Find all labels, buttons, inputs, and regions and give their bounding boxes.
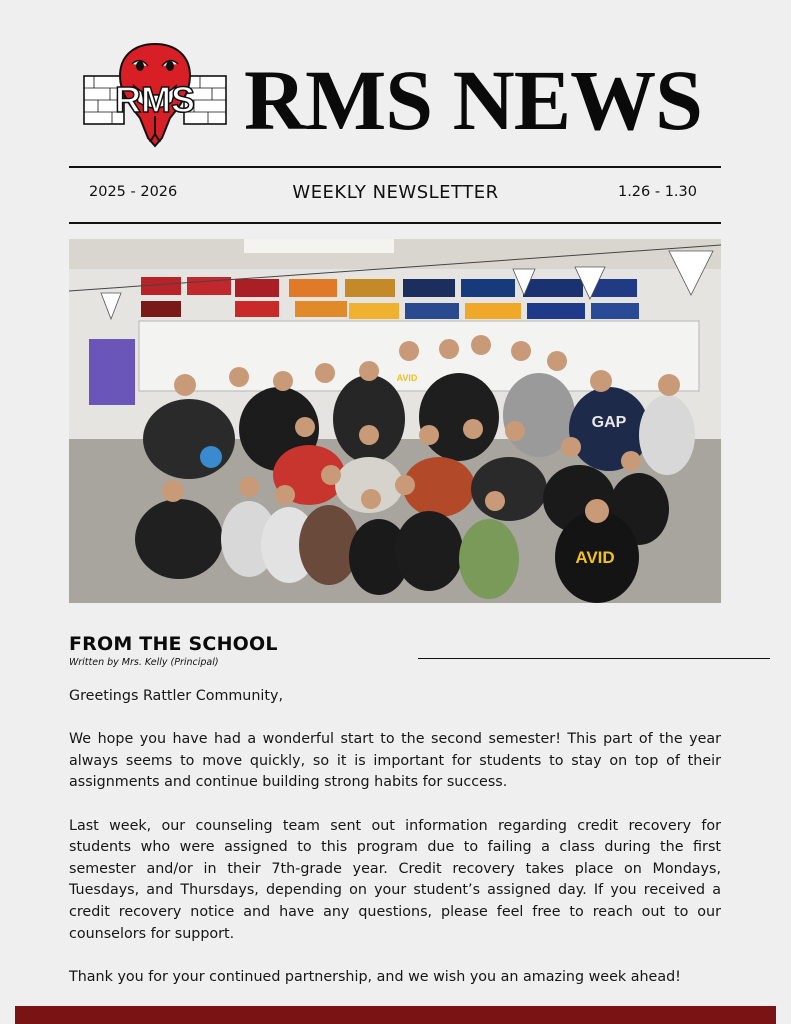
article-body	[69, 686, 721, 1010]
school-year: 2025 - 2026	[89, 184, 178, 200]
header-divider-bottom	[69, 222, 721, 224]
newsletter-label: WEEKLY NEWSLETTER	[292, 182, 499, 203]
section-title-rule	[418, 658, 770, 659]
rattlesnake-logo-icon	[82, 42, 228, 150]
date-range: 1.26 - 1.30	[617, 184, 697, 200]
footer-bar	[15, 1006, 776, 1024]
svg-text:RMS: RMS	[115, 79, 195, 120]
classroom-group-photo-icon	[69, 239, 721, 603]
svg-text:GAP: GAP	[591, 414, 627, 431]
closing-paragraph: Thank you for your continued partnership, and we wish you an amazing week ahead!	[69, 968, 681, 985]
svg-text:AVID: AVID	[575, 548, 615, 567]
section-title: FROM THE SCHOOL	[69, 633, 278, 655]
greeting-paragraph: Greetings Rattler Community,	[69, 688, 284, 704]
group-photo	[69, 239, 721, 603]
svg-text:AVID: AVID	[396, 373, 418, 383]
body-paragraph: We hope you have had a wonderful start to the second semester! This part of the year always seems to move quickly, so it is important for students to stay on top of their assignments and continue building strong habits for success.	[69, 731, 721, 791]
school-logo	[82, 42, 228, 150]
newsletter-masthead: RMS NEWS	[244, 52, 702, 148]
section-byline: Written by Mrs. Kelly (Principal)	[69, 657, 219, 668]
header-divider-top	[69, 166, 721, 168]
body-paragraph: Last week, our counseling team sent out information regarding credit recovery for students who were assigned to this program due to failing a class during the first semester and/or in their 7th-grade year. Credit recovery takes place on Mondays, Tuesdays, and Thursdays, depending on your student’s assigned day. If you received a credit recovery notice and have any questions, please feel free to reach out to our counselors for support.	[69, 817, 721, 942]
